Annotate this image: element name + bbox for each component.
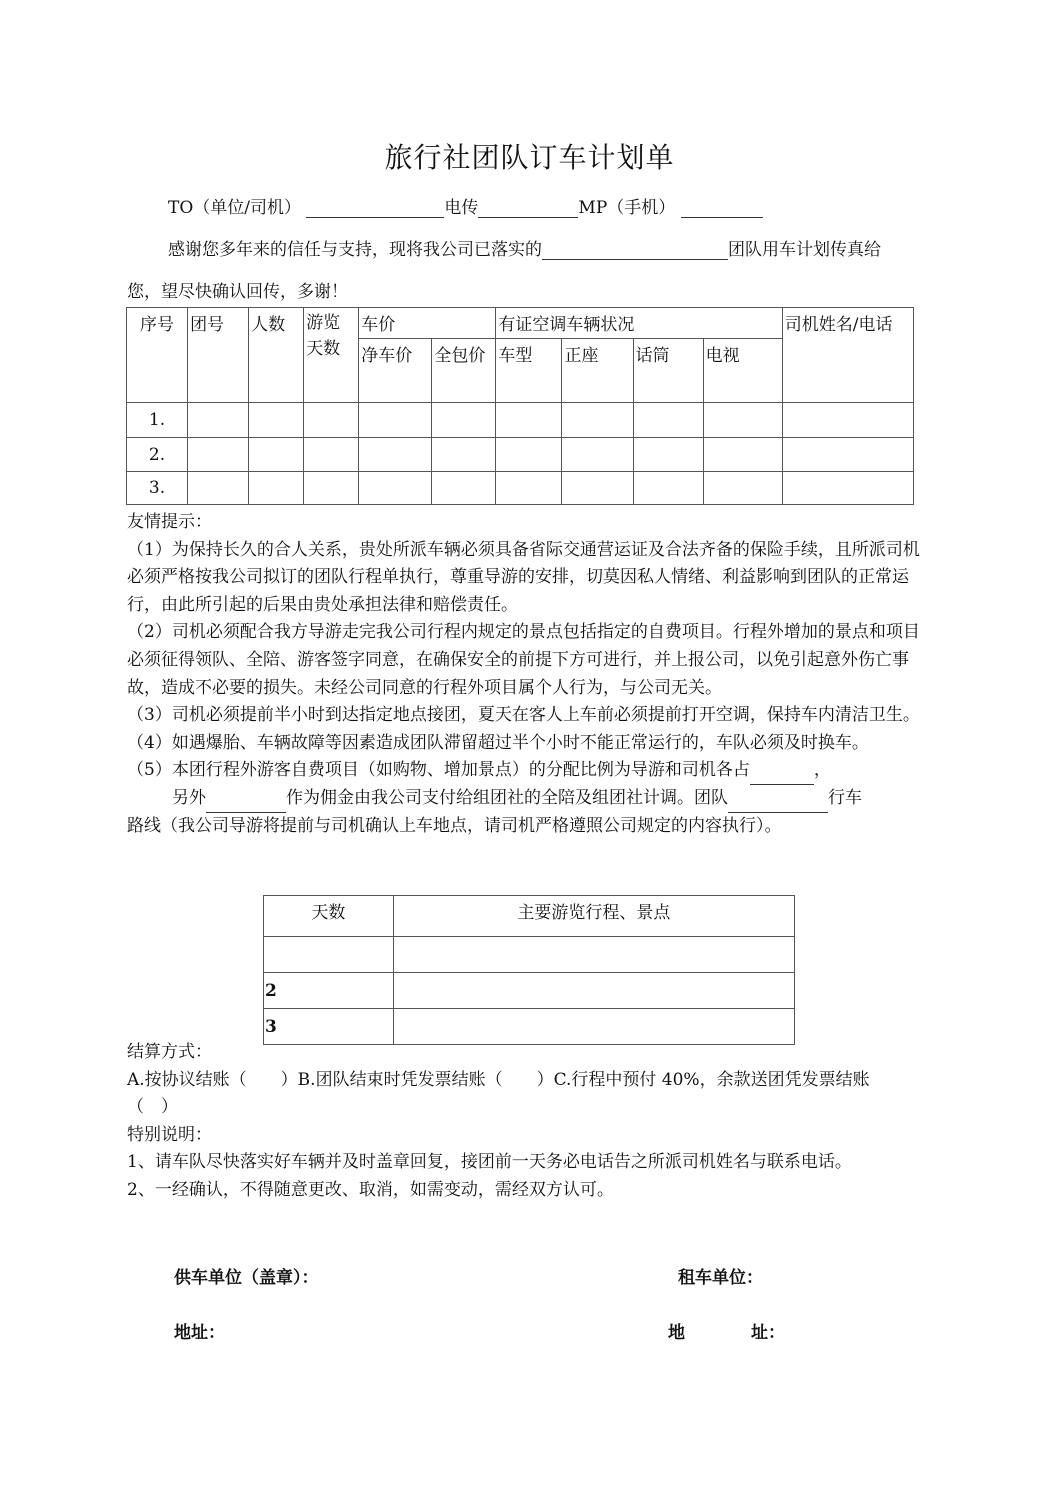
cell[interactable] [432,403,496,438]
header-group-no: 团号 [188,308,249,403]
cell[interactable] [562,403,633,438]
header-car-type: 车型 [496,339,562,403]
intro-text-2: 团队用车计划传真给 [728,240,881,260]
tip-item: （2）司机必须配合我方导游走完我公司行程内规定的景点包括指定的自费项目。行程外增加的景点和项目必须征得领队、全陪、游客签字同意，在确保安全的前提下方可进行，并上报公司，以免引起意外伤亡事故，造成不必要的损失。未经公司同意的行程外项目属个人行为，与公司无关。 [127,622,920,698]
header-itinerary: 主要游览行程、景点 [393,896,794,937]
header-days: 天数 [264,896,394,937]
cell[interactable] [359,438,432,472]
tip-5-comma: ， [813,760,831,781]
itinerary-cell[interactable] [393,973,794,1009]
tip-item-5-cont [127,785,932,813]
header-tv: 电视 [703,339,782,403]
cell[interactable] [703,403,782,438]
tips-heading: 友情提示： [127,512,212,532]
cell[interactable] [782,403,913,438]
intro-line-1 [168,235,881,260]
cell[interactable] [496,403,562,438]
fax-label: 电传 [444,198,479,218]
day-cell[interactable]: 2 [264,973,394,1009]
order-table [126,307,914,505]
settlement-section [127,1039,932,1205]
to-label: TO（单位/司机） [168,198,302,218]
renter-address-label-1: 地 [668,1323,685,1343]
header-tour-days: 游览天数 [304,308,359,403]
header-car-price: 车价 [359,308,496,339]
row-seq: 1. [127,403,188,438]
cell[interactable] [188,438,249,472]
supplier-label: 供车单位（盖章）： [174,1268,319,1288]
table-row [127,438,914,472]
settlement-options: A.按协议结账（ ）B.团队结束时凭发票结账（ ）C.行程中预付 40%，余款送团凭发票结账 [127,1069,870,1090]
header-driver: 司机姓名/电话 [782,308,913,403]
row-seq: 2. [127,438,188,472]
cell[interactable] [633,403,703,438]
cell[interactable] [249,472,304,505]
fax-field[interactable] [478,199,578,218]
cell[interactable] [782,472,913,505]
cell[interactable] [304,403,359,438]
header-all-in-price: 全包价 [432,339,496,403]
special-item: 2、一经确认，不得随意更改、取消，如需变动，需经双方认可。 [127,1179,614,1200]
table-row [127,403,914,438]
renter-label: 租车单位： [678,1268,763,1288]
special-item: 1、请车队尽快落实好车辆并及时盖章回复，接团前一天务必电话告之所派司机姓名与联系电话。 [127,1152,852,1173]
recipient-line [168,193,763,218]
header-microphone: 话筒 [633,339,703,403]
cell[interactable] [249,438,304,472]
tip-item: （3）司机必须提前半小时到达指定地点接团，夏天在客人上车前必须提前打开空调，保持车内清洁卫生。 [127,705,920,726]
renter-address-label-2: 址： [751,1323,785,1343]
itinerary-cell[interactable] [393,937,794,973]
row-seq: 3. [127,472,188,505]
day-cell[interactable] [264,937,394,973]
table-row [264,973,795,1009]
cell[interactable] [633,438,703,472]
cell[interactable] [633,472,703,505]
mp-field[interactable] [681,199,763,218]
cell[interactable] [432,472,496,505]
header-seq: 序号 [127,308,188,403]
cell[interactable] [304,438,359,472]
header-net-price: 净车价 [359,339,432,403]
tips-section [127,509,932,840]
cell[interactable] [359,472,432,505]
table-row [264,937,795,973]
header-seats: 正座 [562,339,633,403]
route-table [263,895,795,1045]
ratio-field[interactable] [750,766,814,785]
commission-field[interactable] [206,794,286,813]
cell[interactable] [562,438,633,472]
cell[interactable] [782,438,913,472]
tip-5-text: 作为佣金由我公司支付给组团社的全陪及组团社计调。团队 [286,787,728,808]
cell[interactable] [188,403,249,438]
group-name-field[interactable] [542,241,728,260]
cell[interactable] [496,438,562,472]
mp-label: MP（手机） [578,198,676,218]
cell[interactable] [703,472,782,505]
supplier-address-label: 地址： [174,1323,225,1343]
intro-text: 感谢您多年来的信任与支持，现将我公司已落实的 [168,240,542,260]
cell[interactable] [562,472,633,505]
header-vehicle-status: 有证空调车辆状况 [496,308,782,339]
cell[interactable] [703,438,782,472]
to-field[interactable] [306,199,444,218]
cell[interactable] [249,403,304,438]
team-field[interactable] [728,794,828,813]
day-cell[interactable]: 3 [264,1009,394,1045]
tip-item-5-route: 路线（我公司导游将提前与司机确认上车地点，请司机严格遵照公司规定的内容执行）。 [127,815,782,836]
tip-5-text: 另外 [172,787,206,808]
cell[interactable] [359,403,432,438]
cell[interactable] [304,472,359,505]
tip-item: （4）如遇爆胎、车辆故障等因素造成团队滞留超过半个小时不能正常运行的，车队必须及时换车。 [127,732,869,753]
cell[interactable] [188,472,249,505]
settlement-heading: 结算方式： [127,1042,212,1062]
document-title: 旅行社团队订车计划单 [384,141,675,174]
tip-5-text: （5）本团行程外游客自费项目（如购物、增加景点）的分配比例为导游和司机各占 [127,760,750,781]
tip-item-5 [127,757,932,785]
table-row [127,472,914,505]
special-heading: 特别说明： [127,1124,212,1145]
intro-line-2: 您，望尽快确认回传，多谢！ [127,282,348,302]
cell[interactable] [432,438,496,472]
header-people: 人数 [249,308,304,403]
settlement-options-cont: （ ） [127,1097,178,1118]
tip-item: （1）为保持长久的合人关系，贵处所派车辆必须具备省际交通营运证及合法齐备的保险手续，且所派司机必须严格按我公司拟订的团队行程单执行，尊重导游的安排，切莫因私人情绪、利益影响到团队的正常运行，由此所引起的后果由贵处承担法律和赔偿责任。 [127,539,920,615]
tip-5-text: 行车 [828,787,862,808]
cell[interactable] [496,472,562,505]
